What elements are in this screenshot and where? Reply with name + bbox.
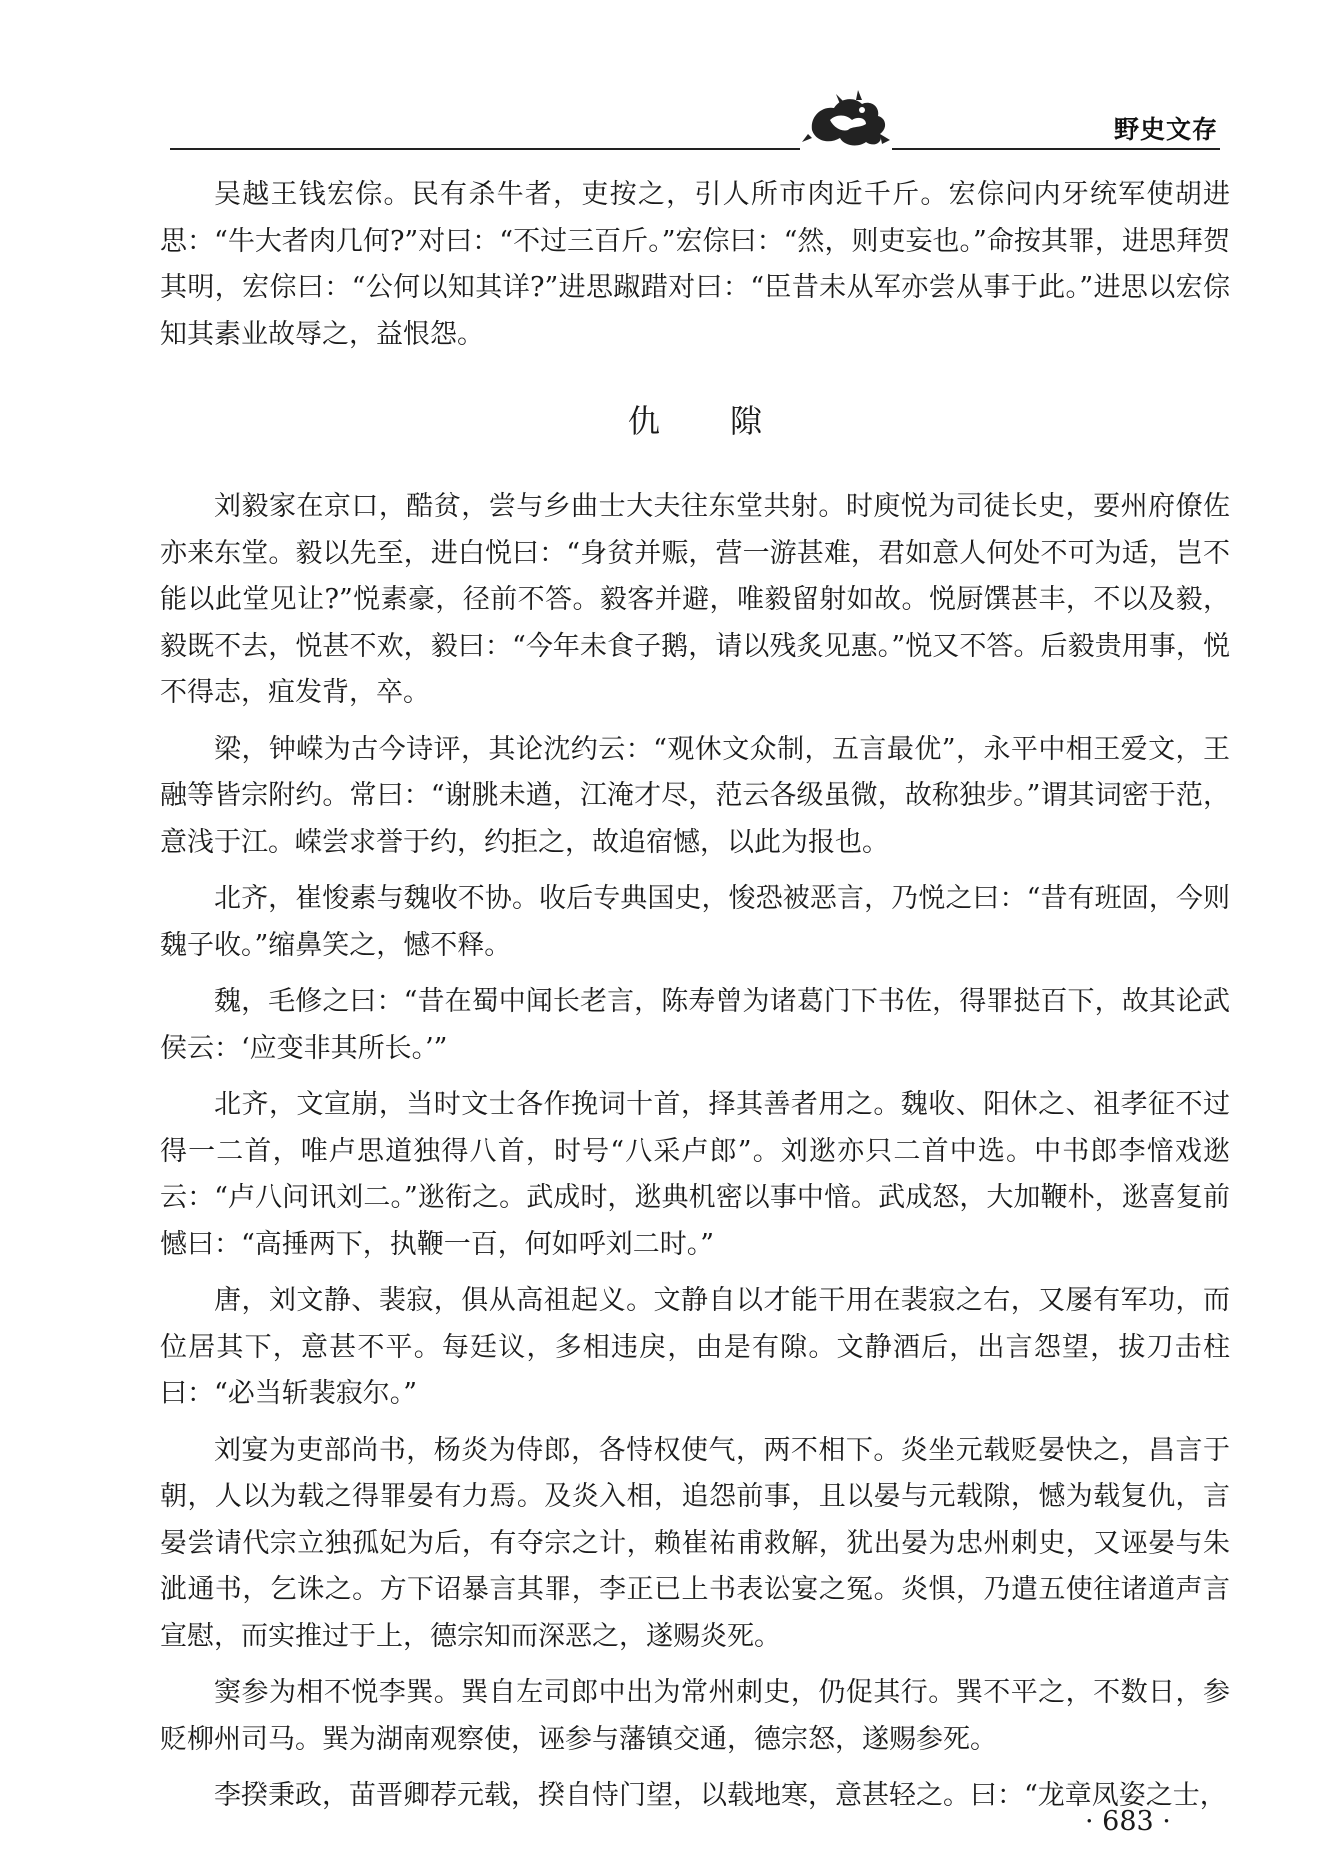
paragraph: 窦参为相不悦李巽。巽自左司郎中出为常州刺史，仍促其行。巽不平之，不数日，参贬柳州司马。巽为湖南观察使，诬参与藩镇交通，德宗怒，遂赐参死。 bbox=[160, 1677, 1230, 1755]
header-rule bbox=[170, 148, 1220, 150]
paragraph: 北齐，崔悛素与魏收不协。收后专典国史，悛恐被恶言，乃悦之曰：“昔有班固，今则魏子收。”缩鼻笑之，憾不释。 bbox=[160, 883, 1230, 961]
paragraph: 北齐，文宣崩，当时文士各作挽词十首，择其善者用之。魏收、阳休之、祖孝征不过得一二首，唯卢思道独得八首，时号“八采卢郎”。刘逖亦只二首中选。中书郎李愔戏逖云：“卢八问讯刘二。”逖衔之。武成时，逖典机密以事中愔。武成怒，大加鞭朴，逖喜复前憾曰：“高捶两下，执鞭一百，何如呼刘二时。” bbox=[160, 1089, 1230, 1260]
paragraph: 刘毅家在京口，酷贫，尝与乡曲士大夫往东堂共射。时庾悦为司徒长史，要州府僚佐亦来东堂。毅以先至，进白悦曰：“身贫并赈，营一游甚难，君如意人何处不可为适，岂不能以此堂见让?”悦素豪，径前不答。毅客并避，唯毅留射如故。悦厨馔甚丰，不以及毅，毅既不去，悦甚不欢，毅曰：“今年未食子鹅，请以残炙见惠。”悦又不答。后毅贵用事，悦不得志，疽发背，卒。 bbox=[160, 491, 1230, 708]
page-body bbox=[160, 172, 1230, 1820]
running-header bbox=[170, 90, 1220, 154]
page-number: · 683 · bbox=[1085, 1806, 1171, 1837]
dragon-emblem-icon bbox=[800, 90, 892, 152]
section-title: 仇 隙 bbox=[627, 402, 793, 440]
paragraph: 唐，刘文静、裴寂，俱从高祖起义。文静自以才能干用在裴寂之右，又屡有军功，而位居其下，意甚不平。每廷议，多相违戾，由是有隙。文静酒后，出言怨望，拔刀击柱曰：“必当斩裴寂尔。” bbox=[160, 1285, 1230, 1409]
paragraph: 刘宴为吏部尚书，杨炎为侍郎，各恃权使气，两不相下。炎坐元载贬晏快之，昌言于朝，人以为载之得罪晏有力焉。及炎入相，追怨前事，且以晏与元载隙，憾为载复仇，言晏尝请代宗立独孤妃为后，有夺宗之计，赖崔祐甫救解，犹出晏为忠州刺史，又诬晏与朱泚通书，乞诛之。方下诏暴言其罪，李正已上书表讼宴之冤。炎惧，乃遣五使往诸道声言宣慰，而实推过于上，德宗知而深恶之，遂赐炎死。 bbox=[160, 1434, 1230, 1652]
running-title: 野史文存 bbox=[1113, 115, 1218, 144]
paragraph: 李揆秉政，苗晋卿荐元载，揆自恃门望，以载地寒，意甚轻之。曰：“龙章凤姿之士， bbox=[214, 1780, 1227, 1811]
intro-paragraph: 吴越王钱宏倧。民有杀牛者，吏按之，引人所市肉近千斤。宏倧问内牙统军使胡进思：“牛大者肉几何?”对曰：“不过三百斤。”宏倧曰：“然，则吏妄也。”命按其罪，进思拜贺其明，宏倧曰：“公何以知其详?”进思踧踖对曰：“臣昔未从军亦尝从事于此。”进思以宏倧知其素业故辱之，益恨怨。 bbox=[160, 179, 1230, 350]
paragraph: 魏，毛修之曰：“昔在蜀中闻长老言，陈寿曾为诸葛门下书佐，得罪挞百下，故其论武侯云：‘应变非其所长。’” bbox=[160, 986, 1230, 1064]
paragraph: 梁，钟嵘为古今诗评，其论沈约云：“观休文众制，五言最优”，永平中相王爱文，王融等皆宗附约。常曰：“谢朓未遒，江淹才尽，范云各级虽微，故称独步。”谓其词密于范，意浅于江。嵘尝求誉于约，约拒之，故追宿憾，以此为报也。 bbox=[160, 733, 1230, 858]
